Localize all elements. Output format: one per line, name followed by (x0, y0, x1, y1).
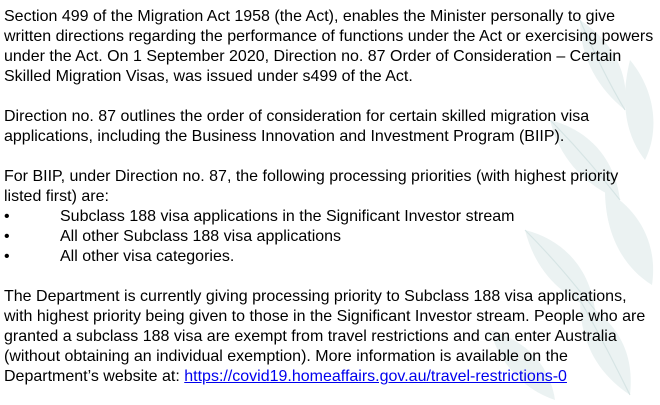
bullet-icon: • (4, 208, 10, 225)
bullet-item (4, 227, 656, 247)
department-paragraph (4, 287, 656, 387)
paragraph-spacer (4, 147, 656, 167)
intro-paragraph: Section 499 of the Migration Act 1958 (the Act), enables the Minister personally to give written directions regarding the performance of functions under the Act or exercising powers under the Act. On 1 September 2020, Direction no. 87 Order of Consideration – Certain Skilled Migration Visas, was issued under s499 of the Act. (4, 8, 654, 85)
department-paragraph-text: The Department is currently giving processing priority to Subclass 188 visa applications, with highest priority being given to those in the Significant Investor stream. People who are granted a subclass 188 visa are exempt from travel restrictions and can enter Australia (without obtaining an individual exemption). More information is available on the Department’s website at: (4, 288, 646, 385)
bullet-text: All other visa categories. (60, 248, 235, 265)
bullet-text: All other Subclass 188 visa applications (60, 228, 342, 245)
travel-restrictions-link[interactable]: https://covid19.homeaffairs.gov.au/travel-restrictions-0 (184, 368, 567, 385)
paragraph-spacer (4, 87, 656, 107)
document-body (4, 7, 656, 387)
bullet-item (4, 247, 656, 267)
bullet-text: Subclass 188 visa applications in the Significant Investor stream (60, 208, 515, 225)
bullet-item (4, 207, 656, 227)
direction-paragraph: Direction no. 87 outlines the order of consideration for certain skilled migration visa applications, including the Business Innovation and Investment Program (BIIP). (4, 108, 590, 145)
bullet-icon: • (4, 248, 10, 265)
priorities-intro-paragraph: For BIIP, under Direction no. 87, the following processing priorities (with highest priority listed first) are: (4, 168, 619, 205)
bullet-icon: • (4, 228, 10, 245)
paragraph-spacer (4, 267, 656, 287)
